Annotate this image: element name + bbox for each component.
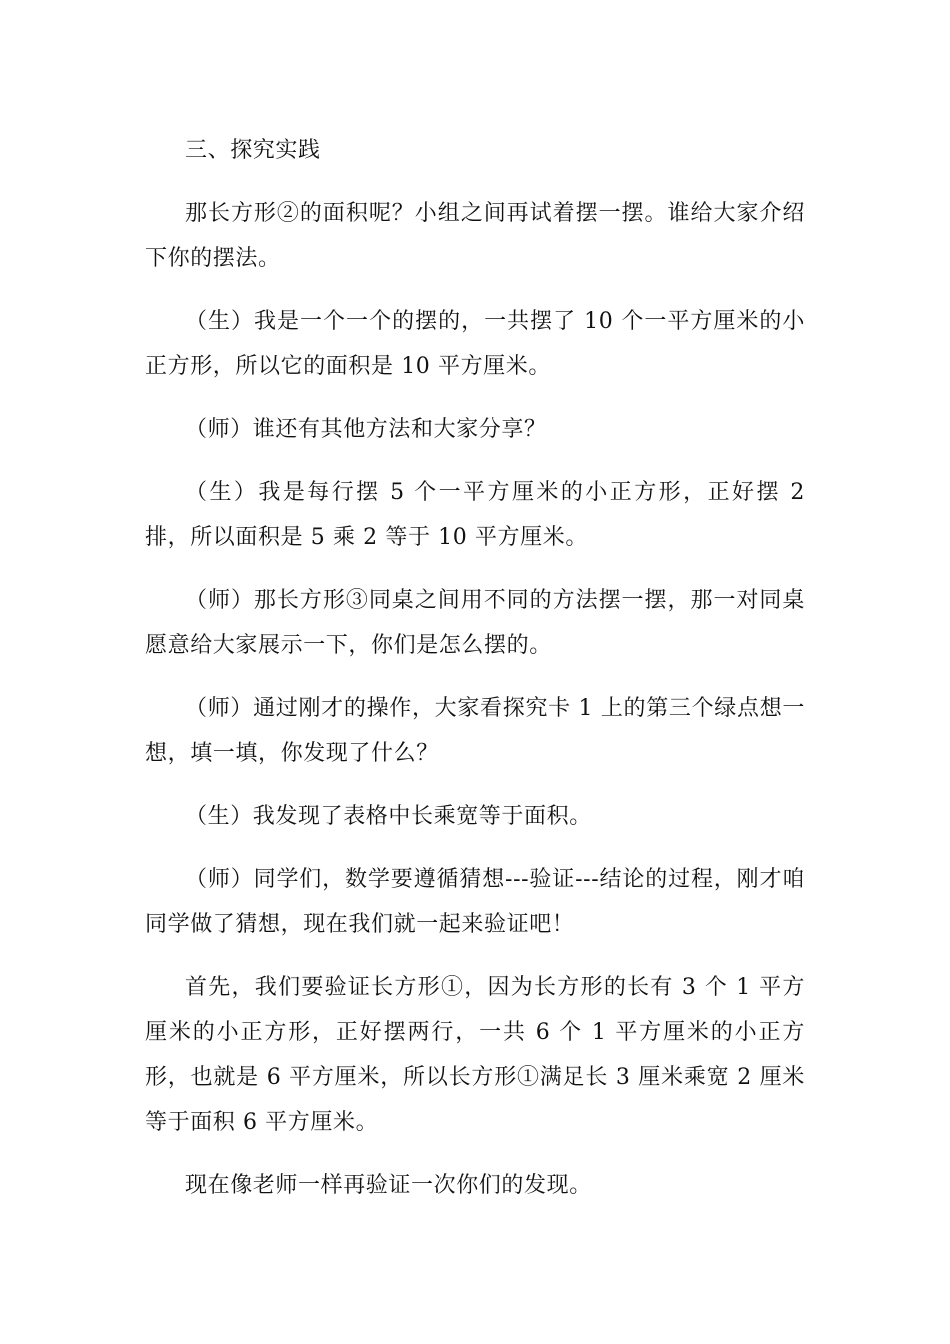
paragraph-2: （生）我是一个一个的摆的，一共摆了 10 个一平方厘米的小正方形，所以它的面积是 10 平方厘米。 [145, 309, 805, 379]
document-body [145, 128, 805, 1226]
paragraph-1: 那长方形②的面积呢？小组之间再试着摆一摆。谁给大家介绍下你的摆法。 [145, 201, 805, 271]
paragraph-8: （师）同学们，数学要遵循猜想---验证---结论的过程，刚才咱同学做了猜想，现在我们就一起来验证吧！ [145, 867, 805, 937]
paragraph-6: （师）通过刚才的操作，大家看探究卡 1 上的第三个绿点想一想，填一填，你发现了什么？ [145, 696, 805, 766]
paragraph-10: 现在像老师一样再验证一次你们的发现。 [185, 1173, 592, 1198]
section-heading: 三、探究实践 [185, 138, 321, 163]
paragraph-9: 首先，我们要验证长方形①，因为长方形的长有 3 个 1 平方厘米的小正方形，正好摆两行，一共 6 个 1 平方厘米的小正方形，也就是 6 平方厘米，所以长方形①满足长 3 厘米乘宽 2 厘米等于面积 6 平方厘米。 [145, 975, 805, 1135]
paragraph-5: （师）那长方形③同桌之间用不同的方法摆一摆，那一对同桌愿意给大家展示一下，你们是怎么摆的。 [145, 588, 805, 658]
paragraph-4: （生）我是每行摆 5 个一平方厘米的小正方形，正好摆 2 排，所以面积是 5 乘 2 等于 10 平方厘米。 [145, 480, 805, 550]
paragraph-7: （生）我发现了表格中长乘宽等于面积。 [185, 804, 592, 829]
paragraph-3: （师）谁还有其他方法和大家分享？ [185, 417, 547, 442]
